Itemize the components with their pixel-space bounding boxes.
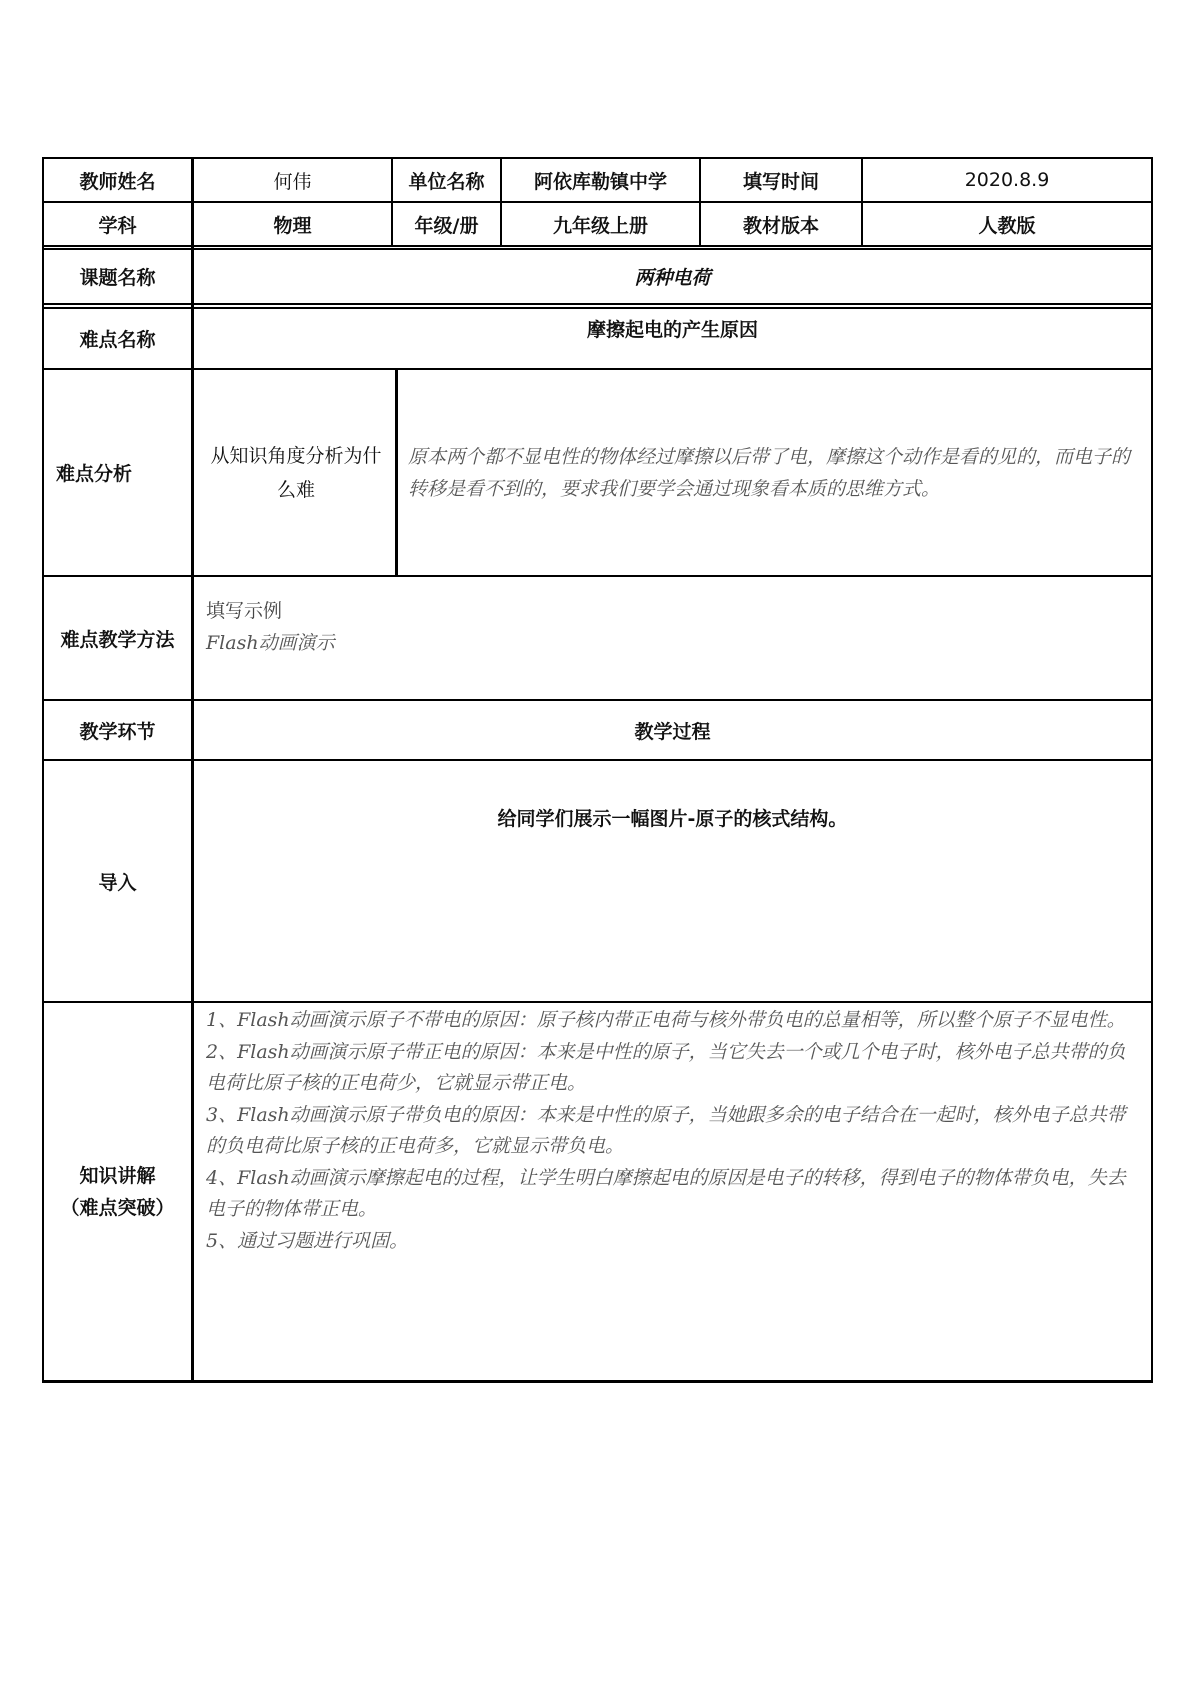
teacher-name-value: 何伟	[273, 170, 312, 193]
topic-label: 课题名称	[79, 267, 156, 289]
knowledge-item: 2、Flash动画演示原子带正电的原因：本来是中性的原子，当它失去一个或几个电子时，核外电子总共带的负电荷比原子核的正电荷少，它就显示带正电。	[206, 1040, 1126, 1094]
intro-label: 导入	[98, 871, 137, 894]
unit-name-label: 单位名称	[408, 170, 485, 193]
method-content	[194, 577, 1151, 699]
teacher-name-label: 教师姓名	[79, 170, 156, 193]
knowledge-item: 5、通过习题进行巩固。	[206, 1229, 409, 1252]
difficulty-value: 摩擦起电的产生原因	[586, 319, 758, 341]
analysis-label: 难点分析	[56, 463, 133, 485]
unit-name-value: 阿依库勒镇中学	[533, 170, 667, 193]
knowledge-list	[194, 1003, 1151, 1380]
edition-value: 人教版	[978, 214, 1036, 237]
knowledge-label-line2: （难点突破）	[60, 1196, 175, 1219]
knowledge-item: 4、Flash动画演示摩擦起电的过程，让学生明白摩擦起电的原因是电子的转移，得到电子的物体带负电，失去电子的物体带正电。	[206, 1166, 1126, 1220]
knowledge-item: 3、Flash动画演示原子带负电的原因：本来是中性的原子，当她跟多余的电子结合在一起时，核外电子总共带的负电荷比原子核的正电荷多，它就显示带负电。	[206, 1103, 1126, 1157]
difficulty-label: 难点名称	[79, 329, 156, 351]
grade-label: 年级/册	[414, 214, 479, 237]
subject-label: 学科	[98, 214, 137, 237]
method-example-label: 填写示例	[206, 600, 283, 622]
knowledge-item: 1、Flash动画演示原子不带电的原因：原子核内带正电荷与核外带负电的总量相等，所以整个原子不显电性。	[206, 1009, 1126, 1031]
topic-value: 两种电荷	[634, 267, 711, 289]
fill-time-label: 填写时间	[742, 170, 819, 193]
analysis-text: 原本两个都不显电性的物体经过摩擦以后带了电，摩擦这个动作是看的见的，而电子的转移是看不到的，要求我们要学会通过现象看本质的思维方式。	[408, 445, 1131, 500]
edition-label: 教材版本	[742, 214, 819, 237]
process-section-value: 教学过程	[634, 720, 711, 743]
method-example-text: Flash动画演示	[206, 632, 335, 654]
hline-bottom	[42, 1380, 1153, 1383]
hline-3	[42, 303, 1153, 305]
process-section-label: 教学环节	[79, 720, 156, 743]
hline-2	[42, 245, 1153, 247]
knowledge-label-line1: 知识讲解	[79, 1164, 156, 1187]
analysis-sub-label: 从知识角度分析为什么难	[210, 444, 382, 501]
method-label: 难点教学方法	[60, 628, 175, 651]
table-border-right	[1151, 157, 1153, 1383]
knowledge-label	[44, 1003, 191, 1380]
fill-time-value: 2020.8.9	[964, 169, 1050, 191]
subject-value: 物理	[273, 214, 312, 237]
intro-text: 给同学们展示一幅图片-原子的核式结构。	[497, 808, 848, 830]
grade-value: 九年级上册	[552, 214, 648, 237]
